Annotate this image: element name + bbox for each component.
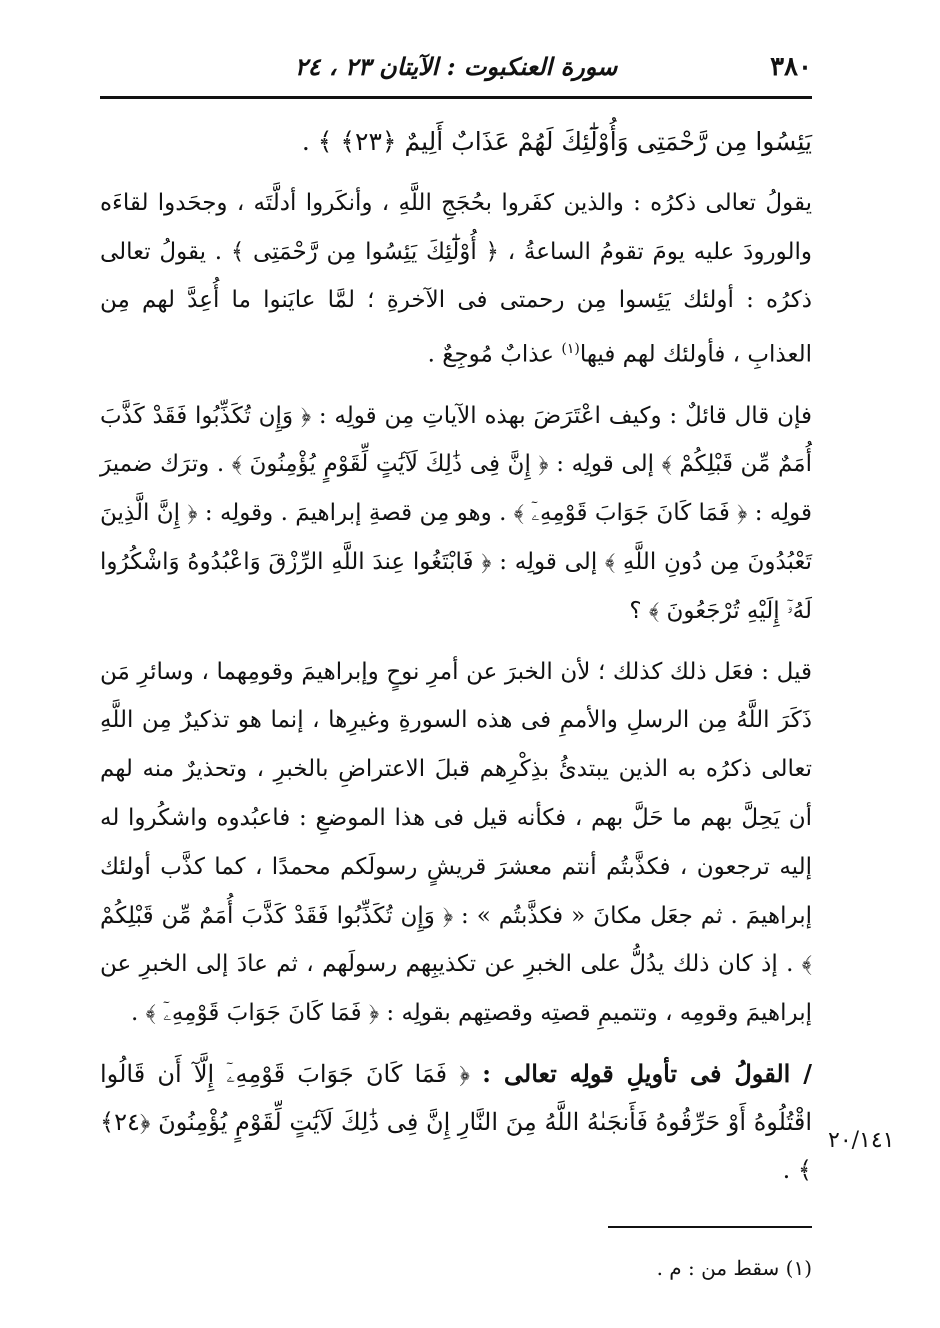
section-heading <box>100 1050 812 1194</box>
answer-paragraph: قيل : فعَل ذلك كذلك ؛ لأن الخبرَ عن أمرِ نوحٍ وإبراهيمَ وقومِهما ، وسائرِ مَن ذَكَرَ اللَّهُ مِن الرسلِ والأممِ فى هذه السورةِ وغيرِها ، إنما هو تذكيرٌ مِن اللَّهِ تعالى ذكرُه به الذين يبتدئُ بذِكْرِهم قبلَ الاعتراضِ بالخبرِ ، وتحذيرٌ منه لهم أن يَحِلَّ بهم ما حَلَّ بهم ، فكأنه قيل فى هذا الموضعِ : فاعبُدوه واشكُروا له إليه ترجعون ، فكذَّبتُم أنتم معشرَ قريشٍ رسولَكم محمدًا ، كما كذَّب أولئك إبراهيمَ . ثم جعَل مكانَ « فكذَّبتُم » : ﴿ وَإِن تُكَذِّبُوا فَقَدْ كَذَّبَ أُمَمٌ مِّن قَبْلِكُمْ ﴾ . إذ كان ذلك يدُلُّ على الخبرِ عن تكذيبِهم رسولَهم ، ثم عادَ إلى الخبرِ عن إبراهيمَ وقومِه ، وتتميمِ قصتِه وقصتِهم بقولِه : ﴿ فَمَا كَانَ جَوَابَ قَوْمِهِۦٓ ﴾ . <box>100 658 812 1027</box>
page-body <box>100 118 812 1218</box>
footnote-rule <box>608 1226 812 1228</box>
heading-verse: ﴿ فَمَا كَانَ جَوَابَ قَوْمِهِۦٓ إِلَّآ أَن قَالُوا اقْتُلُوهُ أَوْ حَرِّقُوهُ فَأَنجَىٰهُ اللَّهُ مِنَ النَّارِ إِنَّ فِى ذَٰلِكَ لَآيَٰتٍ لِّقَوْمٍ يُؤْمِنُونَ ﴿٢٤﴾ ﴾ . <box>100 1060 812 1184</box>
paragraph-text-end: عذابٌ مُوجِعٌ . <box>427 341 562 368</box>
header-rule <box>100 96 812 99</box>
heading-lead: / القولُ فى تأويلِ قولِه تعالى : <box>482 1059 812 1088</box>
footnote-mark: (١) <box>561 341 580 358</box>
commentary-paragraph <box>100 179 812 380</box>
page-header <box>100 48 812 90</box>
running-title: سورة العنكبوت : الآيتان ٢٣ ، ٢٤ <box>294 52 618 81</box>
verse-line: يَئِسُوا مِن رَّحْمَتِى وَأُوْلَٰٓئِكَ لَهُمْ عَذَابٌ أَلِيمٌ ﴿٢٣﴾ ﴾ . <box>301 127 812 156</box>
paragraph-text: يقولُ تعالى ذكرُه : والذين كفَروا بحُجَجِ اللَّهِ ، وأنكَروا أدلَّتَه ، وجحَدوا لقاءَه والورودَ عليه يومَ تقومُ الساعةُ ، ﴿ أُوْلَٰٓئِكَ يَئِسُوا مِن رَّحْمَتِى ﴾ . يقولُ تعالى ذكرُه : أولئك يَئِسوا مِن رحمتى فى الآخرةِ ؛ لمَّا عايَنوا ما أُعِدَّ لهم مِن العذابِ ، فأولئك لهم فيها <box>100 189 812 368</box>
question-paragraph: فإن قال قائلٌ : وكيف اعْتَرَضَ بهذه الآياتِ مِن قولِه : ﴿ وَإِن تُكَذِّبُوا فَقَدْ كَذَّبَ أُمَمٌ مِّن قَبْلِكُمْ ﴾ إلى قولِه : ﴿ إِنَّ فِى ذَٰلِكَ لَآيَٰتٍ لِّقَوْمٍ يُؤْمِنُونَ ﴾ . وترَك ضميرَ قولِه : ﴿ فَمَا كَانَ جَوَابَ قَوْمِهِۦٓ ﴾ . وهو مِن قصةِ إبراهيمَ . وقولِه : ﴿ إِنَّ الَّذِينَ تَعْبُدُونَ مِن دُونِ اللَّهِ ﴾ إلى قولِه : ﴿ فَابْتَغُوا عِندَ اللَّهِ الرِّزْقَ وَاعْبُدُوهُ وَاشْكُرُوا لَهُۥٓ إِلَيْهِ تُرْجَعُونَ ﴾ ؟ <box>100 402 812 624</box>
page-number: ٣٨٠ <box>770 52 812 82</box>
footnote: (١) سقط من : م . <box>656 1256 812 1280</box>
margin-reference: ٢٠/١٤١ <box>828 1128 895 1153</box>
